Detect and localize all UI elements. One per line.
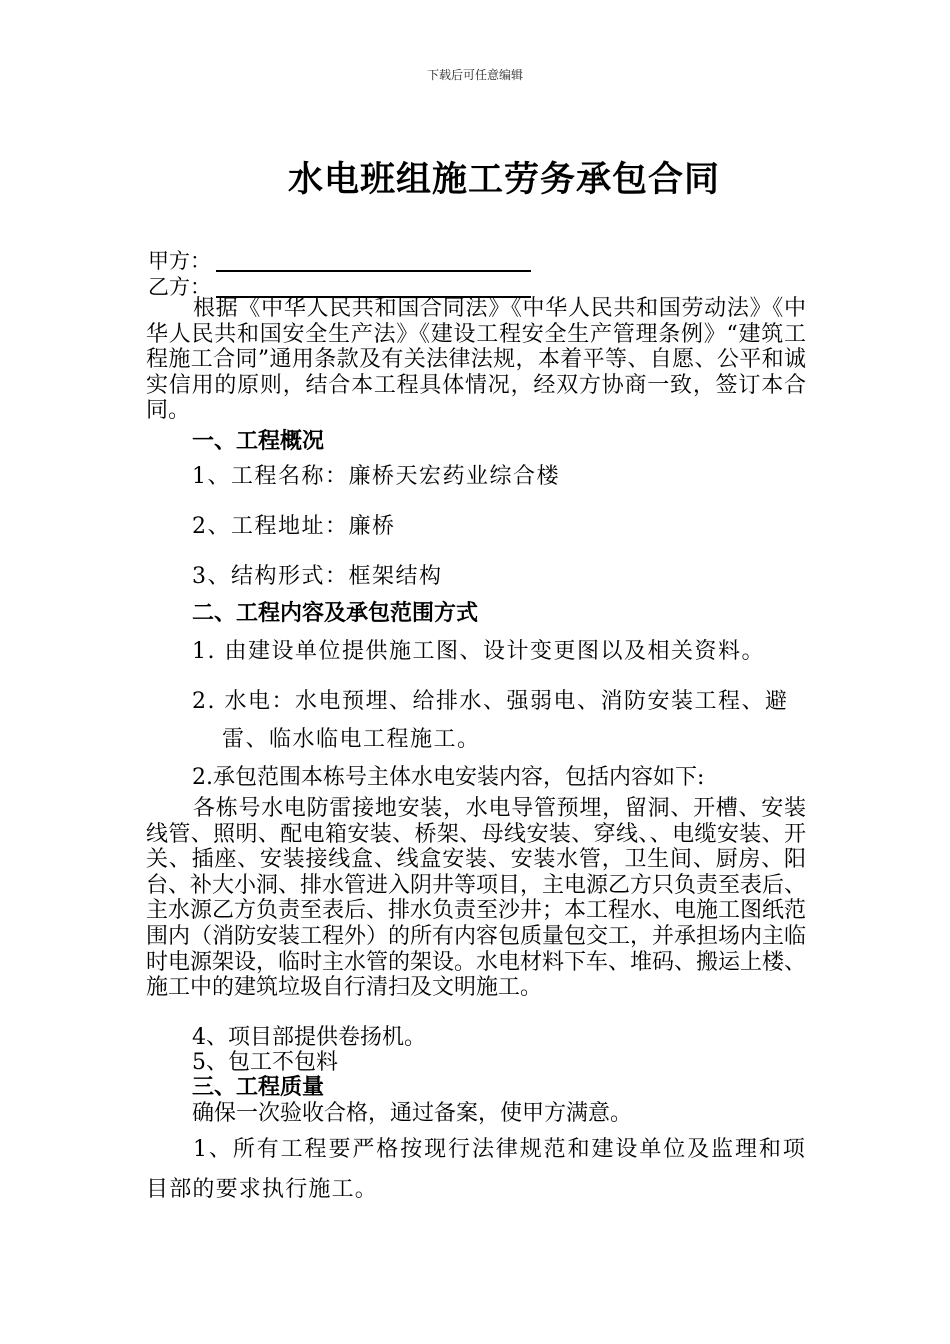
party-b-label: 乙方：	[148, 275, 211, 299]
party-a-blank-line	[216, 270, 531, 272]
section1-item1: 1、工程名称：廉桥天宏药业综合楼	[192, 464, 560, 489]
section2-item1: 1. 由建设单位提供施工图、设计变更图以及相关资料。	[192, 639, 765, 664]
party-a-row	[148, 248, 211, 274]
section3-item1: 1、所有工程要严格按现行法律规范和建设单位及监理和项目部的要求执行施工。	[146, 1137, 806, 1202]
section1-item3: 3、结构形式：框架结构	[192, 564, 443, 589]
section2-heading: 二、工程内容及承包范围方式	[192, 600, 479, 626]
section2-scope-body: 各栋号水电防雷接地安装，水电导管预埋，留洞、开槽、安装线管、照明、配电箱安装、桥架、母线安装、穿线、、电缆安装、开关、插座、安装接线盒、线盒安装、安装水管，卫生间、厨房、阳台、补大小洞、排水管进入阴井等项目，主电源乙方只负责至表后、主水源乙方负责至表后、排水负责至沙井；本工程水、电施工图纸范围内（消防安装工程外）的所有内容包质量包交工，并承担场内主临时电源架设，临时主水管的架设。水电材料下车、堆码、搬运上楼、施工中的建筑垃圾自行清扫及文明施工。	[146, 796, 807, 1001]
preamble-paragraph: 根据《中华人民共和国合同法》《中华人民共和国劳动法》《中华人民共和国安全生产法》《建设工程安全生产管理条例》“建筑工程施工合同”通用条款及有关法律法规，本着平等、自愿、公平和诚实信用的原则，结合本工程具体情况，经双方协商一致，签订本合同。	[146, 296, 806, 424]
party-a-label: 甲方：	[148, 249, 211, 273]
section2-item5: 5、包工不包料	[192, 1050, 338, 1075]
section3-heading: 三、工程质量	[192, 1074, 325, 1100]
section1-heading: 一、工程概况	[192, 428, 325, 454]
section2-scope-intro: 2.承包范围本栋号主体水电安装内容，包括内容如下:	[192, 765, 705, 790]
section1-item2: 2、工程地址：廉桥	[192, 514, 396, 539]
header-note: 下载后可任意编辑	[426, 68, 523, 82]
section2-item2-line1: 2. 水电：水电预埋、给排水、强弱电、消防安装工程、避	[192, 689, 789, 714]
contract-title: 水电班组施工劳务承包合同	[288, 159, 721, 200]
section2-item2-line2: 雷、临水临电工程施工。	[222, 727, 481, 752]
section2-item4: 4、项目部提供卷扬机。	[192, 1025, 426, 1050]
section3-intro: 确保一次验收合格，通过备案，使甲方满意。	[192, 1101, 633, 1126]
